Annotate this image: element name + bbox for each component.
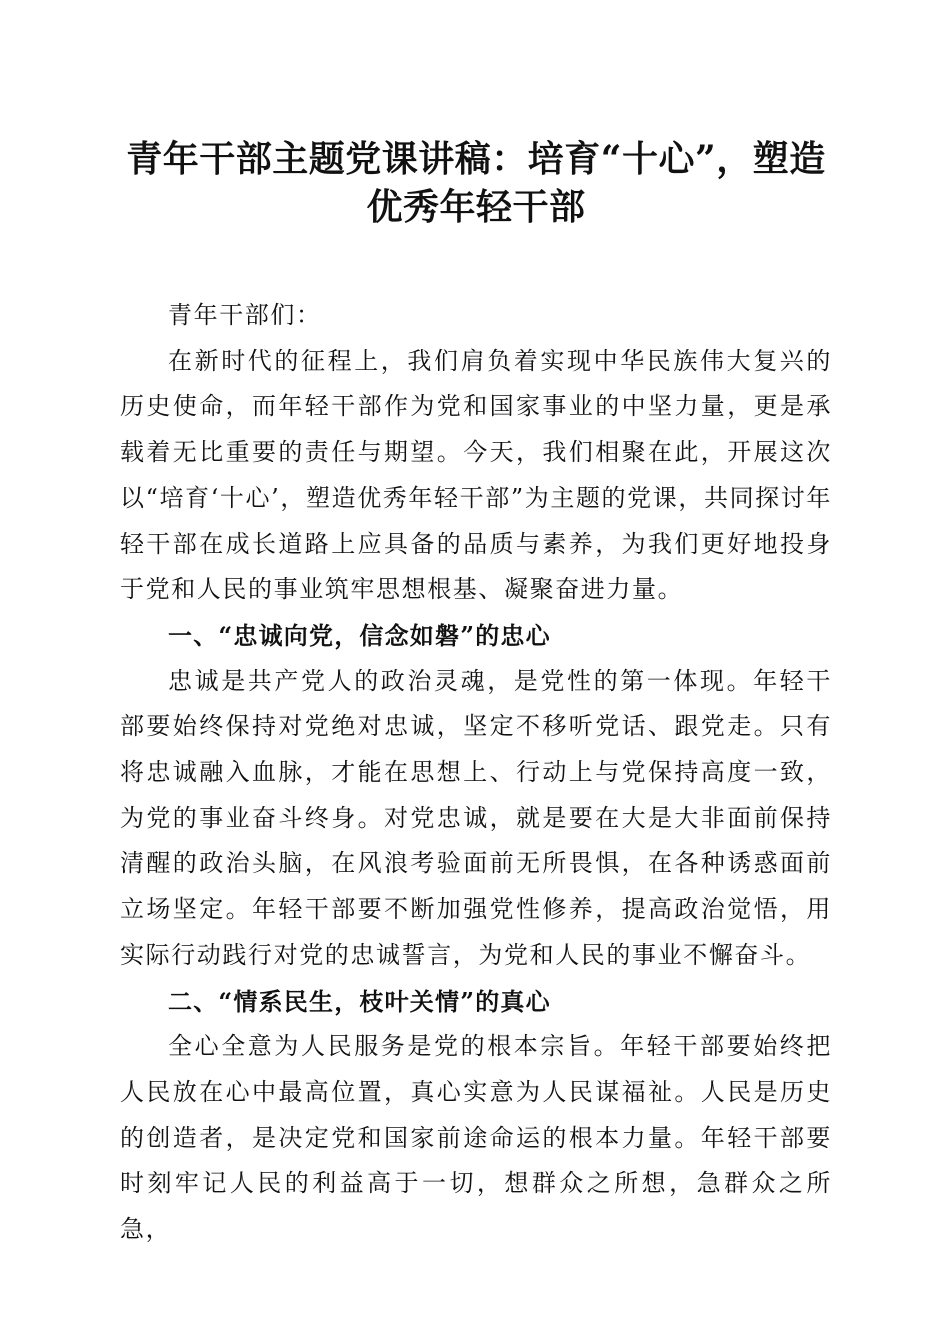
section-2-paragraph: 全心全意为人民服务是党的根本宗旨。年轻干部要始终把人民放在心中最高位置，真心实意为人民谋福祉。人民是历史的创造者，是决定党和国家前途命运的根本力量。年轻干部要时刻牢记人民的利益高于一切，想群众之所想，急群众之所急， [120, 1032, 832, 1244]
document-title [112, 135, 840, 231]
document-body [120, 293, 832, 1253]
section-2-heading: 二、“情系民生，枝叶关情”的真心 [168, 986, 551, 1016]
salutation: 青年干部们： [168, 301, 322, 329]
section-1-heading: 一、“忠诚向党，信念如磐”的忠心 [168, 620, 551, 650]
title-line-2: 优秀年轻干部 [366, 186, 586, 228]
intro-paragraph: 在新时代的征程上，我们肩负着实现中华民族伟大复兴的历史使命，而年轻干部作为党和国家事业的中坚力量，更是承载着无比重要的责任与期望。今天，我们相聚在此，开展这次以“培育‘十心’，塑造优秀年轻干部”为主题的党课，共同探讨年轻干部在成长道路上应具备的品质与素养，为我们更好地投身于党和人民的事业筑牢思想根基、凝聚奋进力量。 [120, 346, 832, 604]
document-page [120, 135, 832, 1253]
section-1-paragraph: 忠诚是共产党人的政治灵魂，是党性的第一体现。年轻干部要始终保持对党绝对忠诚，坚定不移听党话、跟党走。只有将忠诚融入血脉，才能在思想上、行动上与党保持高度一致，为党的事业奋斗终身。对党忠诚，就是要在大是大非面前保持清醒的政治头脑，在风浪考验面前无所畏惧，在各种诱惑面前立场坚定。年轻干部要不断加强党性修养，提高政治觉悟，用实际行动践行对党的忠诚誓言，为党和人民的事业不懈奋斗。 [120, 666, 832, 969]
title-line-1: 青年干部主题党课讲稿：培育“十心”，塑造 [126, 138, 826, 180]
